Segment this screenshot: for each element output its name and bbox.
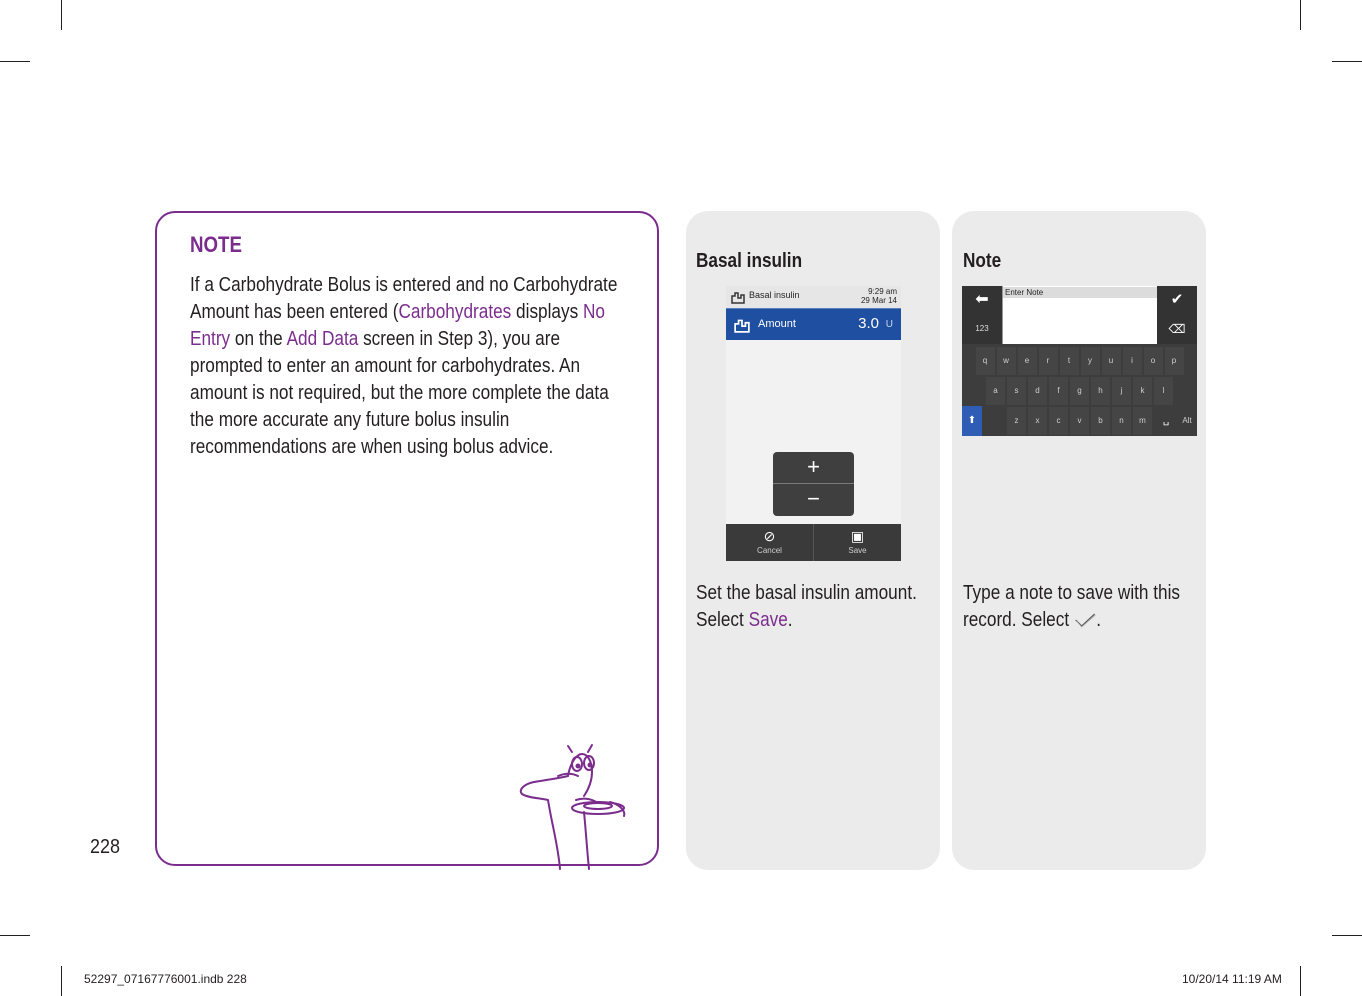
keyboard-row-1 [962, 346, 1197, 376]
key[interactable]: t [1060, 347, 1079, 375]
basal-insulin-screen [726, 286, 901, 561]
amount-value: 3.0 [858, 315, 879, 332]
cancel-icon: ⊘ [763, 528, 776, 544]
crop-mark [0, 935, 30, 936]
key[interactable]: e [1018, 347, 1037, 375]
key[interactable]: b [1091, 407, 1110, 435]
footer-file: 52297_07167776001.indb 228 [84, 972, 247, 986]
term-save: Save [748, 609, 788, 631]
back-arrow-icon[interactable]: ⬅ [962, 286, 1002, 314]
screen-footer [726, 524, 901, 561]
screen-header [726, 286, 901, 308]
amount-stepper[interactable] [773, 452, 854, 516]
key[interactable]: w [997, 347, 1016, 375]
key[interactable]: x [1028, 407, 1047, 435]
key[interactable]: h [1091, 377, 1110, 405]
term-add-data: Add Data [286, 328, 359, 350]
crop-mark [0, 61, 30, 62]
footer-date: 10/20/14 11:19 AM [1182, 972, 1282, 986]
basal-insulin-instructions: Set the basal insulin amount. Select Save. [696, 582, 917, 631]
crop-mark [1300, 0, 1301, 30]
amount-row[interactable] [726, 308, 901, 340]
screen-datetime: 9:29 am 29 Mar 14 [860, 287, 897, 305]
crop-mark [1300, 966, 1301, 996]
key[interactable]: f [1049, 377, 1068, 405]
key[interactable]: u [1102, 347, 1121, 375]
basal-insulin-icon [731, 290, 745, 304]
numeric-key[interactable]: 123 [962, 314, 1002, 344]
amount-unit: U [885, 319, 893, 330]
decrease-button[interactable]: − [807, 486, 820, 511]
space-key-icon[interactable]: ␣ [1162, 415, 1170, 426]
key[interactable]: d [1028, 377, 1047, 405]
key[interactable]: r [1039, 347, 1058, 375]
key[interactable]: m [1133, 407, 1152, 435]
key[interactable]: l [1154, 377, 1173, 405]
crop-mark [1332, 935, 1362, 936]
key[interactable]: a [986, 377, 1005, 405]
key[interactable]: s [1007, 377, 1026, 405]
key[interactable]: j [1112, 377, 1131, 405]
key[interactable]: g [1070, 377, 1089, 405]
shift-icon[interactable]: ⬆ [962, 406, 982, 436]
key[interactable]: o [1144, 347, 1163, 375]
basal-insulin-icon [734, 317, 750, 333]
backspace-icon[interactable]: ⌫ [1157, 314, 1197, 344]
note-keyboard-screen [962, 286, 1197, 436]
confirm-check-icon[interactable]: ✔ [1157, 286, 1197, 314]
term-no-entry: No Entry [190, 301, 605, 350]
checkmark-icon [1074, 612, 1096, 628]
note-input-label: Enter Note [1003, 287, 1157, 298]
keyboard-row-2 [962, 376, 1197, 406]
note-input[interactable] [1002, 286, 1157, 344]
note-body: If a Carbohydrate Bolus is entered and no Carbohydrate Amount has been entered (Carbohydrates displays No Entry on the Add Data screen in Step 3), you are prompted to enter an amount for carbohydrates. An amount is not required, but the more complete the data the more accurate any future bolus insulin recommendations are when using bolus advice. [190, 274, 618, 458]
screen-title: Basal insulin [749, 290, 800, 300]
increase-button[interactable]: + [807, 454, 820, 479]
page-number: 228 [90, 836, 121, 858]
key[interactable]: i [1123, 347, 1142, 375]
crop-mark [1332, 61, 1362, 62]
basal-insulin-title: Basal insulin [696, 250, 803, 272]
note-instructions: Type a note to save with this record. Select . [963, 582, 1181, 631]
mascot-illustration [510, 740, 640, 870]
crop-mark [61, 966, 62, 996]
key[interactable]: z [1007, 407, 1026, 435]
amount-label: Amount [758, 318, 796, 330]
key[interactable]: v [1070, 407, 1089, 435]
note-title: NOTE [190, 232, 242, 257]
key[interactable]: p [1165, 347, 1184, 375]
note-panel-title: Note [963, 250, 1002, 272]
crop-mark [61, 0, 62, 30]
key[interactable]: q [976, 347, 995, 375]
key[interactable]: n [1112, 407, 1131, 435]
cancel-button[interactable]: ⊘ Cancel [726, 524, 814, 561]
save-icon: ▣ [850, 528, 865, 544]
save-button[interactable]: ▣ Save [814, 524, 901, 561]
alt-key[interactable]: Alt [1182, 416, 1192, 425]
key[interactable]: y [1081, 347, 1100, 375]
key[interactable]: c [1049, 407, 1068, 435]
key[interactable]: k [1133, 377, 1152, 405]
term-carbohydrates: Carbohydrates [398, 301, 512, 323]
